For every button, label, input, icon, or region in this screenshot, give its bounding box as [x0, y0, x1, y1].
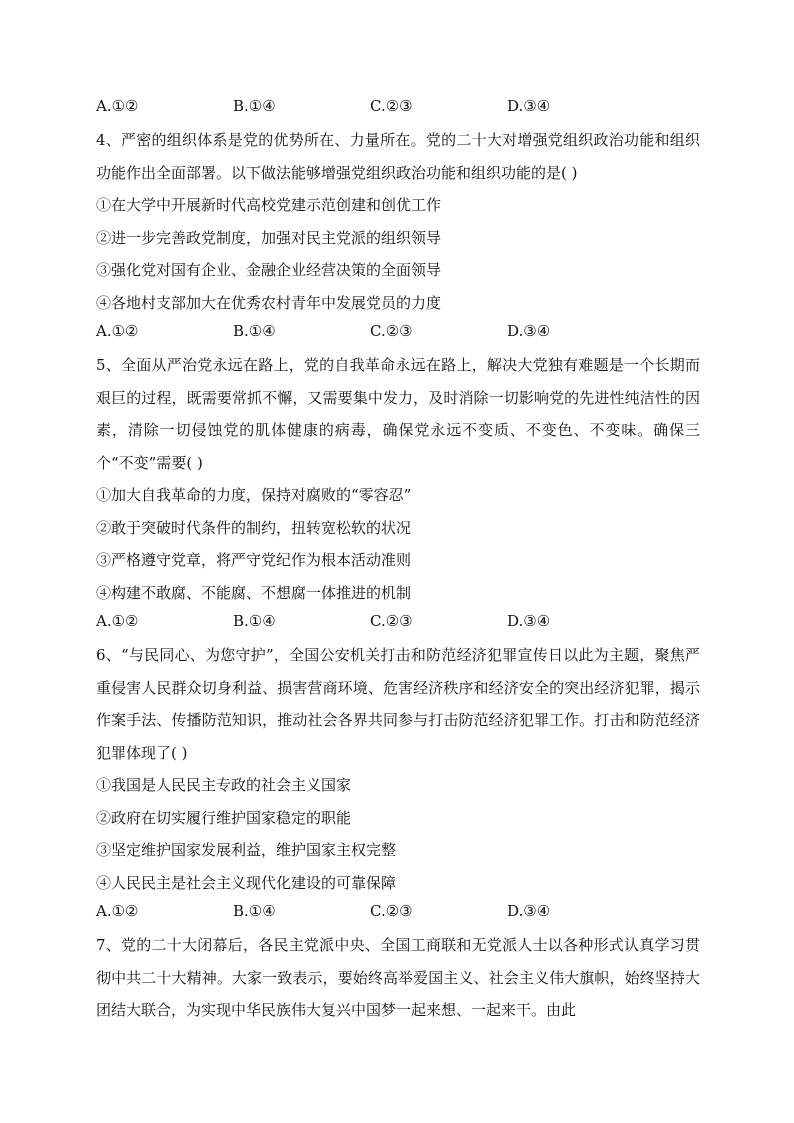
option-a: A.①②: [96, 322, 139, 340]
question-4-item-1: ①在大学中开展新时代高校党建示范创建和创优工作: [96, 196, 442, 214]
option-b: B.①④: [233, 97, 276, 115]
option-b: B.①④: [233, 902, 276, 920]
question-4: [96, 124, 700, 343]
question-5-item-2: ②敢于突破时代条件的制约，扭转宽松软的状况: [96, 518, 412, 537]
option-c: C.②③: [370, 322, 413, 340]
page-content: [96, 94, 700, 1027]
question-6-item-2: ②政府在切实履行维护国家稳定的职能: [96, 808, 352, 827]
option-a: A.①②: [96, 902, 139, 920]
question-5: [96, 349, 700, 633]
question-6-item-1: ①我国是人民民主专政的社会主义国家: [96, 776, 352, 794]
option-c: C.②③: [370, 612, 413, 630]
option-d: D.③④: [507, 902, 551, 920]
question-5-item-1: ①加大自我革命的力度，保持对腐败的“零容忍”: [96, 486, 412, 504]
question-4-item-3: ③强化党对国有企业、金融企业经营决策的全面领导: [96, 261, 442, 279]
question-7-stem: 7、党的二十大闭幕后，各民主党派中央、全国工商联和无党派人士以各种形式认真学习贯彻中共二十大精神。大家一致表示，要始终高举爱国主义、社会主义伟大旗帜，始终坚持大团结大联合，为实现中华民族伟大复兴中国梦一起来想、一起来干。由此: [96, 936, 700, 1019]
option-a: A.①②: [96, 97, 139, 115]
question-5-item-3: ③严格遵守党章，将严守党纪作为根本活动准则: [96, 551, 412, 569]
question-5-stem: 5、全面从严治党永远在路上，党的自我革命永远在路上，解决大党独有难题是一个长期而艰巨的过程，既需要常抓不懈，又需要集中发力，及时消除一切影响党的先进性纯洁性的因素，清除一切侵蚀党的肌体健康的病毒，确保党永远不变质、不变色、不变味。确保三个“不变”需要( ): [96, 356, 700, 472]
option-c: C.②③: [370, 97, 413, 115]
question-4-item-2: ②进一步完善政党制度，加强对民主党派的组织领导: [96, 228, 442, 247]
question-6-item-4: ④人民民主是社会主义现代化建设的可靠保障: [96, 873, 397, 892]
question-6-options: [96, 899, 700, 923]
question-4-item-4: ④各地村支部加大在优秀农村青年中发展党员的力度: [96, 293, 442, 312]
question-4-options: [96, 319, 700, 343]
option-b: B.①④: [233, 612, 276, 630]
option-d: D.③④: [507, 97, 551, 115]
option-a: A.①②: [96, 612, 139, 630]
question-4-stem: 4、严密的组织体系是党的优势所在、力量所在。党的二十大对增强党组织政治功能和组织功能作出全面部署。以下做法能够增强党组织政治功能和组织功能的是( ): [96, 131, 700, 182]
question-6: [96, 639, 700, 923]
question-6-item-3: ③坚定维护国家发展利益，维护国家主权完整: [96, 841, 397, 859]
option-c: C.②③: [370, 902, 413, 920]
question-7: [96, 929, 700, 1027]
q3-options: [96, 94, 700, 118]
question-6-stem: 6、“与民同心、为您守护”，全国公安机关打击和防范经济犯罪宣传日以此为主题，聚焦严重侵害人民群众切身利益、损害营商环境、危害经济秩序和经济安全的突出经济犯罪，揭示作案手法、传播防范知识，推动社会各界共同参与打击防范经济犯罪工作。打击和防范经济犯罪体现了( ): [96, 646, 700, 762]
option-d: D.③④: [507, 612, 551, 630]
option-d: D.③④: [507, 322, 551, 340]
option-b: B.①④: [233, 322, 276, 340]
question-5-options: [96, 609, 700, 633]
question-5-item-4: ④构建不敢腐、不能腐、不想腐一体推进的机制: [96, 583, 412, 602]
